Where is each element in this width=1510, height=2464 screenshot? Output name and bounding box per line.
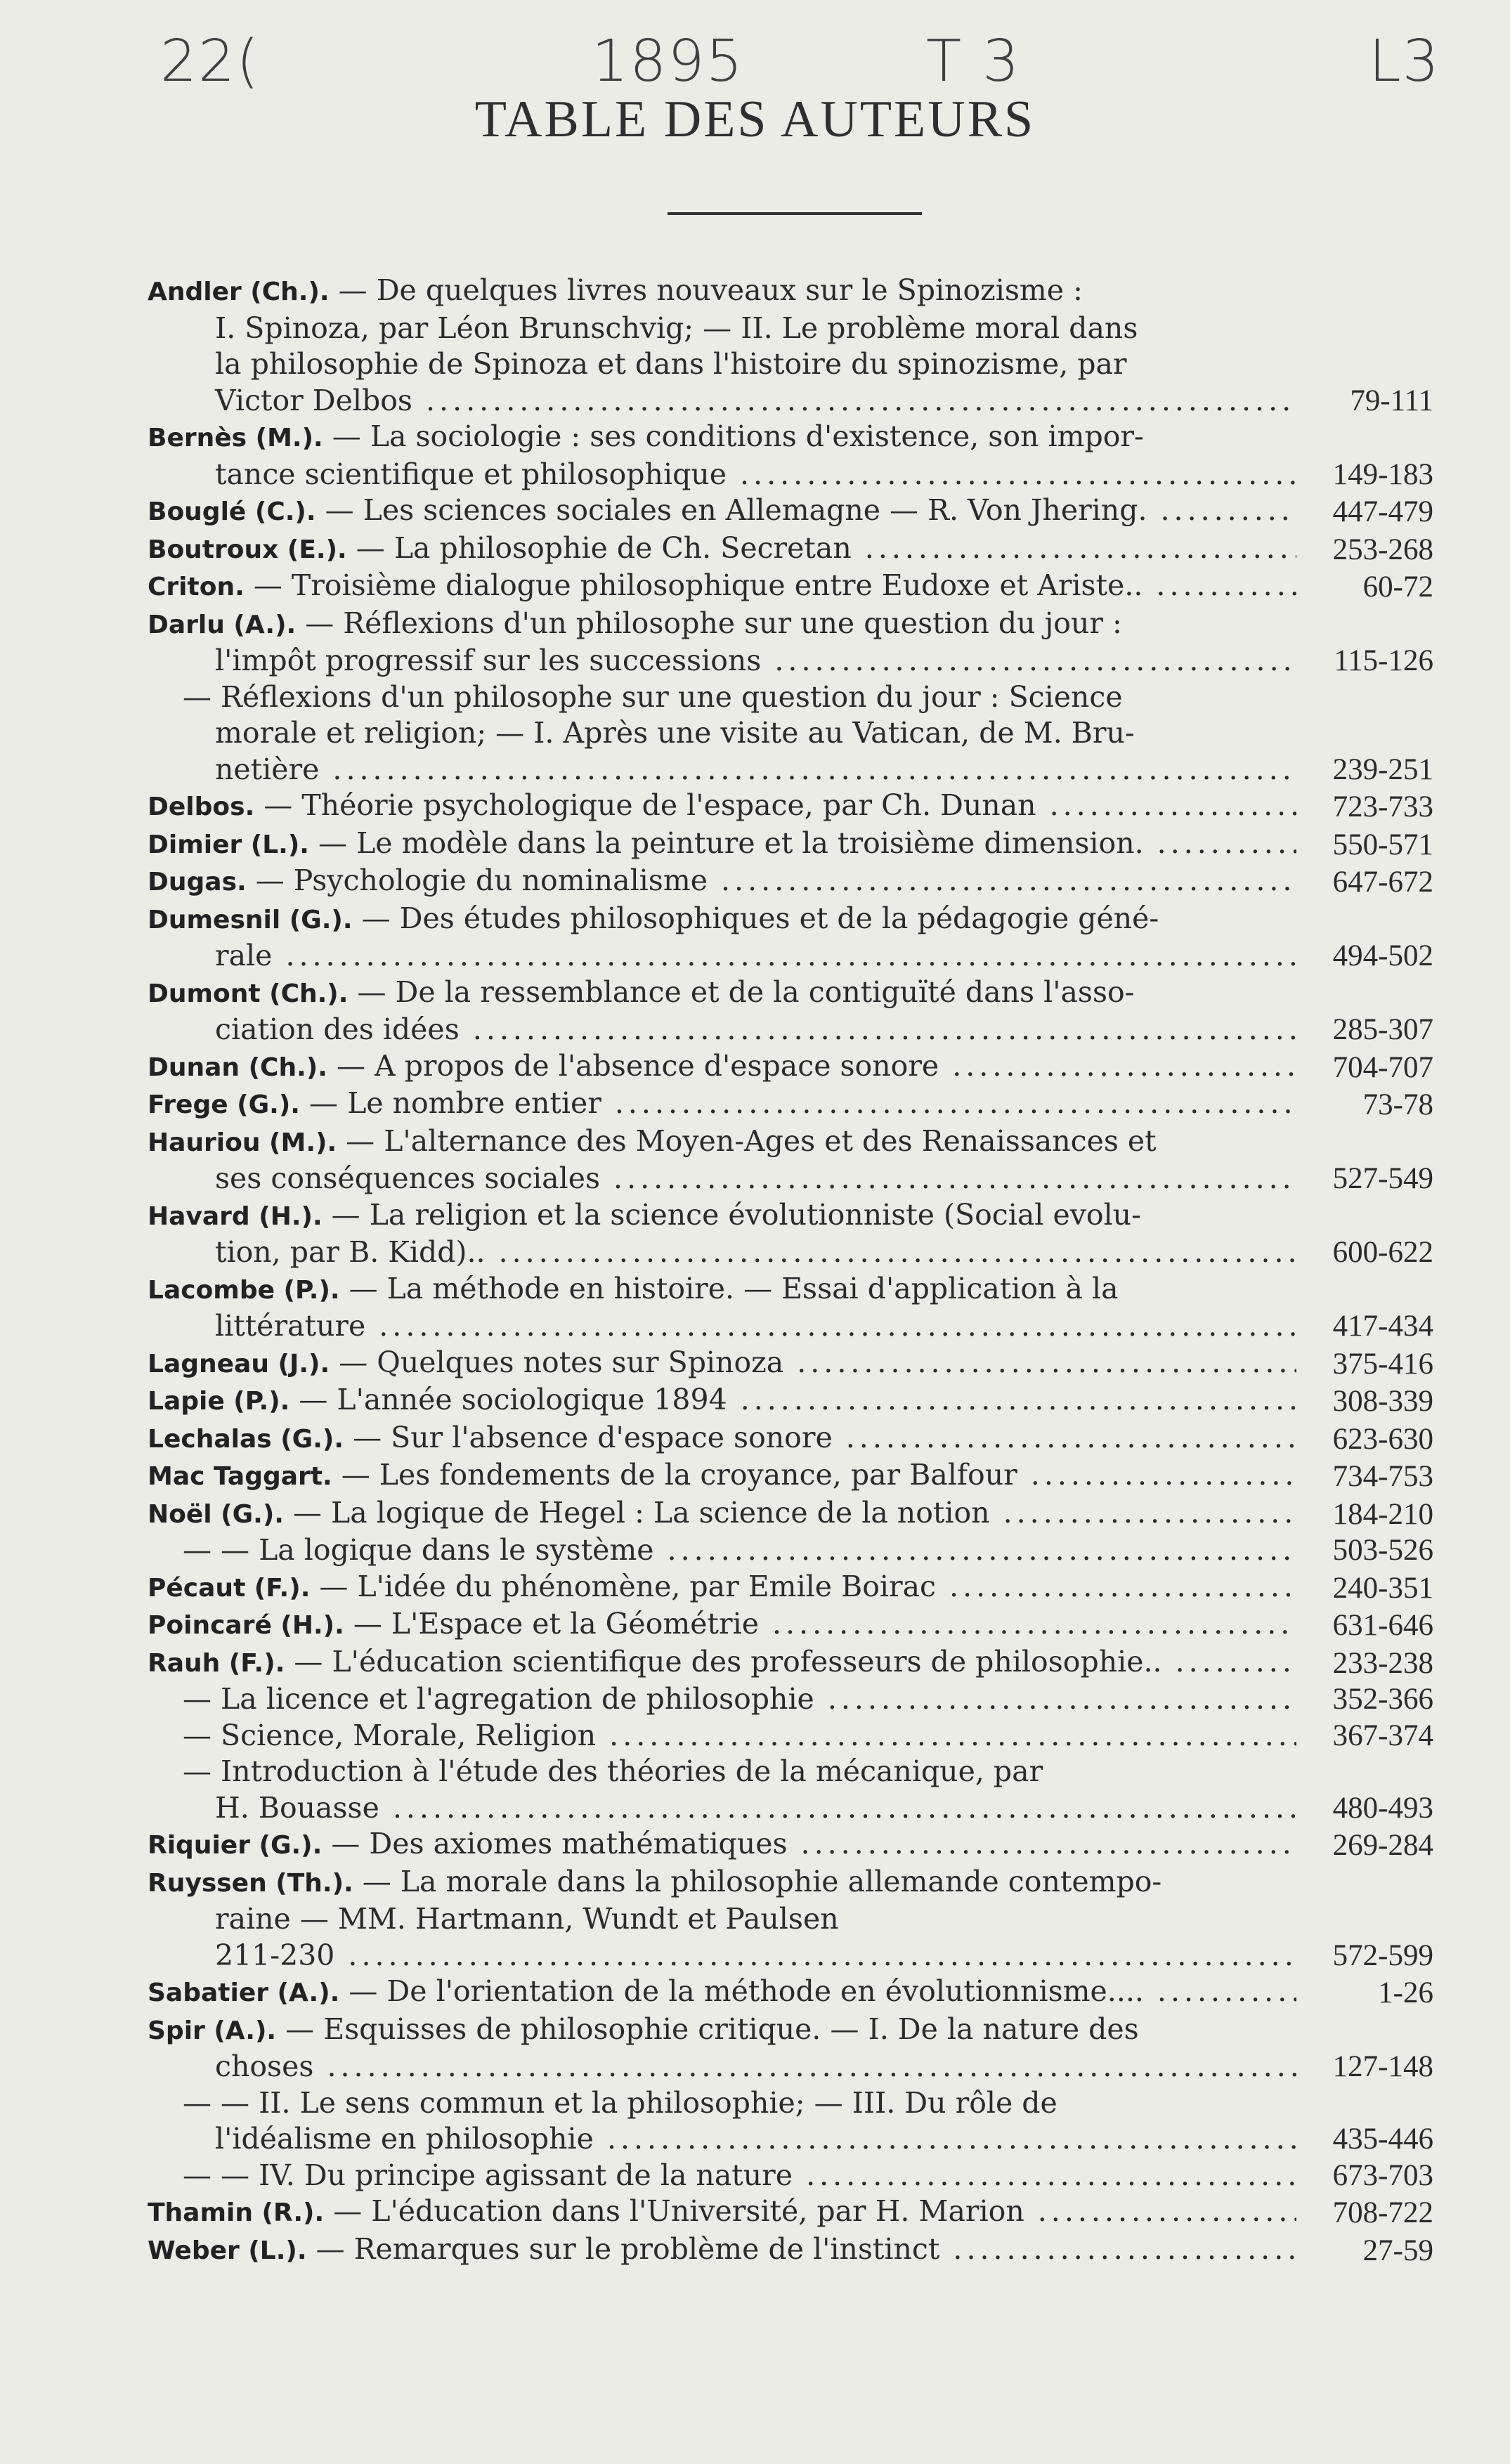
page-range: 435-446 (1332, 2123, 1433, 2156)
page-range: 79-111 (1350, 384, 1433, 417)
author-name: Lagneau (J.). (148, 1349, 330, 1378)
author-name: Frege (G.). (148, 1090, 300, 1119)
entry-line (148, 1718, 1296, 1754)
entry-text (148, 1826, 1296, 1864)
entry-line (148, 1345, 1296, 1383)
entry-title-text: raine — MM. Hartmann, Wundt et Paulsen (215, 1902, 839, 1936)
entry-title-text: — Remarques sur le problème de l'instinct (315, 2231, 940, 2266)
author-name: Dunan (Ch.). (148, 1052, 327, 1082)
entry-line (148, 974, 1296, 1012)
entry-line (148, 1681, 1296, 1718)
page-range: 673-703 (1332, 2158, 1433, 2192)
entry-line (148, 2231, 1296, 2269)
entry-title-text: — A propos de l'absence d'espace sonore (336, 1048, 939, 1083)
entry-line (148, 1234, 1296, 1271)
index-entry (148, 1457, 1433, 1495)
index-entry (148, 2231, 1433, 2269)
entry-line (148, 2121, 1296, 2158)
author-name: Bernès (M.). (148, 424, 323, 452)
index-entry (148, 273, 1433, 419)
index-entry (148, 1569, 1433, 1607)
index-entry (148, 1718, 1433, 1754)
entry-text (148, 863, 1296, 901)
entry-text (148, 273, 1296, 419)
page-range: 367-374 (1332, 1719, 1433, 1752)
page-range: 600-622 (1332, 1236, 1433, 1269)
entry-line (148, 493, 1296, 530)
page-range: 27-59 (1362, 2234, 1433, 2267)
entry-title-text: — Psychologie du nominalisme (255, 863, 708, 897)
entry-title-text: littérature (215, 1309, 366, 1343)
entry-line (148, 1161, 1296, 1197)
entry-text (148, 493, 1296, 530)
entry-title-text: — L'éducation scientifique des professeurs de philosophie.. (294, 1644, 1162, 1678)
page-range: 417-434 (1332, 1310, 1433, 1343)
entry-title-text: — L'année sociologique 1894 (299, 1383, 727, 1416)
entry-title-text: tion, par B. Kidd).. (215, 1235, 486, 1269)
entry-title-text: — Science, Morale, Religion (183, 1718, 597, 1752)
handwritten-note-left: 22( (160, 28, 261, 95)
author-name: Noël (G.). (148, 1499, 284, 1529)
page-range: 723-733 (1332, 790, 1433, 823)
entry-title-text: — Les sciences sociales en Allemagne — R. Von Jhering. (325, 493, 1147, 527)
author-name: Havard (H.). (148, 1201, 323, 1231)
entry-line (148, 273, 1296, 311)
entry-line (148, 311, 1296, 347)
entry-line (148, 1974, 1296, 2012)
author-name: Poincaré (H.). (148, 1611, 344, 1640)
index-entry (148, 493, 1433, 530)
entry-line (148, 2012, 1296, 2049)
author-name: Weber (L.). (148, 2236, 307, 2265)
index-entry (148, 826, 1433, 863)
index-entry (148, 1345, 1433, 1383)
entry-title-text: Victor Delbos (215, 383, 412, 417)
author-name: Boutroux (E.). (148, 535, 347, 564)
entry-line (148, 568, 1296, 606)
entry-title-text: — Troisième dialogue philosophique entre Eudoxe et Ariste.. (253, 568, 1143, 602)
entry-line (148, 1457, 1296, 1495)
author-name: Pécaut (F.). (148, 1573, 311, 1603)
entry-title-text: — L'idée du phénomène, par Emile Boirac (319, 1569, 937, 1603)
entry-line (148, 1569, 1296, 1607)
page-range: 708-722 (1332, 2196, 1433, 2229)
page-range: 73-78 (1362, 1088, 1433, 1121)
entry-title-text: l'idéalisme en philosophie (215, 2122, 594, 2156)
entry-title-text: — Introduction à l'étude des théories de la mécanique, par (183, 1754, 1043, 1788)
entry-line (148, 383, 1296, 419)
page-title: TABLE DES AUTEURS (474, 91, 1036, 148)
entry-text (148, 1271, 1296, 1345)
index-entry (148, 2012, 1433, 2085)
entry-line (148, 1754, 1296, 1790)
entry-title-text: — L'Espace et la Géométrie (353, 1607, 759, 1641)
page-range: 527-549 (1332, 1162, 1433, 1195)
handwritten-note-year: 1895 (592, 28, 744, 95)
entry-title-text: — Esquisses de philosophie critique. — I. De la nature des (285, 2012, 1139, 2046)
index-entry (148, 2158, 1433, 2194)
index-entry (148, 1644, 1433, 1682)
entry-title-text: morale et religion; — I. Après une visite au Vatican, de M. Bru- (215, 716, 1135, 750)
entry-title-text: — Le nombre entier (309, 1086, 601, 1120)
entry-line (148, 1938, 1296, 1974)
entry-line (148, 1826, 1296, 1864)
entry-text (148, 1197, 1296, 1271)
entry-line (148, 1532, 1296, 1569)
entry-line (148, 2194, 1296, 2231)
index-entry (148, 679, 1433, 788)
index-entry (148, 1864, 1433, 1974)
entry-title-text: — De l'orientation de la méthode en évolutionnisme.... (349, 1974, 1144, 2008)
entry-line (148, 715, 1296, 752)
entry-title-text: — La logique de Hegel : La science de la notion (293, 1495, 990, 1530)
page-range: 623-630 (1332, 1422, 1433, 1456)
entry-title-text: — — II. Le sens commun et la philosophie; — III. Du rôle de (183, 2085, 1057, 2120)
index-entry (148, 1606, 1433, 1644)
entry-line (148, 1790, 1296, 1827)
page-range: 269-284 (1332, 1829, 1433, 1862)
page-range: 60-72 (1362, 571, 1433, 604)
entry-text (148, 1974, 1296, 2012)
page-range: 480-493 (1332, 1791, 1433, 1825)
entry-text (148, 901, 1296, 974)
entry-title-text: ciation des idées (215, 1012, 460, 1046)
entry-title-text: H. Bouasse (215, 1790, 379, 1825)
page-range: 240-351 (1332, 1571, 1433, 1605)
entry-text (148, 1457, 1296, 1495)
entry-text (148, 1495, 1296, 1533)
entry-line (148, 1123, 1296, 1161)
author-name: Dumesnil (G.). (148, 905, 353, 934)
page-range: 149-183 (1332, 457, 1433, 491)
index-entry (148, 2194, 1433, 2231)
entry-line (148, 1495, 1296, 1533)
entry-line (148, 752, 1296, 788)
entry-text (148, 1754, 1296, 1826)
entry-line (148, 1382, 1296, 1420)
entry-text (148, 419, 1296, 493)
entry-text (148, 1681, 1296, 1718)
page-range: 352-366 (1332, 1683, 1433, 1716)
page-range: 184-210 (1332, 1497, 1433, 1531)
entry-title-text: — La sociologie : ses conditions d'existence, son impor- (332, 419, 1144, 453)
entry-title-text: ses conséquences sociales (215, 1161, 601, 1195)
entry-title-text: — — La logique dans le système (183, 1533, 654, 1567)
page-range: 447-479 (1332, 495, 1433, 528)
index-entry (148, 1754, 1433, 1826)
entry-line (148, 419, 1296, 457)
entry-title-text: — La religion et la science évolutionniste (Social evolu- (331, 1197, 1141, 1232)
entry-line (148, 1012, 1296, 1048)
entry-title-text: — Des études philosophiques et de la pédagogie géné- (361, 901, 1159, 935)
entry-title-text: — Réflexions d'un philosophe sur une question du jour : Science (183, 679, 1123, 714)
entry-title-text: rale (215, 939, 273, 972)
entry-title-text: — Le modèle dans la peinture et la troisième dimension. (318, 826, 1144, 860)
page-range: 115-126 (1334, 644, 1433, 677)
entry-text (148, 1048, 1296, 1086)
entry-title-text: — Les fondements de la croyance, par Balfour (341, 1458, 1017, 1492)
entry-text (148, 530, 1296, 568)
page-range: 239-251 (1332, 752, 1433, 786)
entry-text (148, 1086, 1296, 1123)
entry-line (148, 1606, 1296, 1644)
entry-line (148, 1086, 1296, 1123)
entry-title-text: — La méthode en histoire. — Essai d'application à la (349, 1271, 1119, 1305)
entry-title-text: — De quelques livres nouveaux sur le Spinozisme : (338, 273, 1083, 307)
entry-title-text: — La philosophie de Ch. Secretan (356, 530, 852, 565)
author-name: Sabatier (A.). (148, 1979, 340, 2007)
entry-title-text: — Des axiomes mathématiques (331, 1827, 788, 1860)
entry-title-text: — — IV. Du principe agissant de la nature (183, 2158, 793, 2192)
index-entry (148, 788, 1433, 826)
page-range: 1-26 (1378, 1976, 1433, 2009)
entry-text (148, 974, 1296, 1048)
author-name: Darlu (A.). (148, 610, 297, 639)
index-entry (148, 1826, 1433, 1864)
entry-line (148, 606, 1296, 644)
author-name: Bouglé (C.). (148, 497, 316, 526)
entry-title-text: 211-230 (215, 1938, 335, 1972)
entry-line (148, 1901, 1296, 1938)
index-entry (148, 1681, 1433, 1718)
author-name: Lapie (P.). (148, 1387, 290, 1416)
index-entry (148, 974, 1433, 1048)
entry-line (148, 346, 1296, 383)
index-entry (148, 1974, 1433, 2012)
page-range: 127-148 (1332, 2050, 1433, 2083)
index-entry (148, 1123, 1433, 1197)
entry-line (148, 1864, 1296, 1902)
author-name: Delbos. (148, 793, 255, 821)
author-name: Lechalas (G.). (148, 1424, 344, 1454)
author-name: Thamin (R.). (148, 2198, 325, 2227)
entry-line (148, 1644, 1296, 1682)
entry-line (148, 938, 1296, 974)
entry-text (148, 2194, 1296, 2231)
author-name: Rauh (F.). (148, 1648, 285, 1678)
entry-title-text: — L'éducation dans l'Université, par H. Marion (333, 2194, 1024, 2228)
index-entry (148, 1532, 1433, 1569)
author-name: Lacombe (P.). (148, 1275, 340, 1305)
author-name: Spir (A.). (148, 2016, 277, 2045)
entry-text (148, 2231, 1296, 2269)
entry-title-text: — Quelques notes sur Spinoza (339, 1345, 784, 1379)
handwritten-note-right: L3 (1369, 28, 1440, 95)
index-entry (148, 2085, 1433, 2158)
author-index-list (148, 273, 1433, 2269)
entry-text (148, 606, 1296, 679)
page-range: 704-707 (1332, 1050, 1433, 1084)
page-range: 308-339 (1332, 1385, 1433, 1418)
entry-title-text: l'impôt progressif sur les successions (215, 644, 762, 677)
entry-title-text: — Théorie psychologique de l'espace, par Ch. Dunan (263, 788, 1036, 822)
page-range: 494-502 (1332, 939, 1433, 972)
entry-text (148, 1864, 1296, 1974)
entry-title-text: — De la ressemblance et de la contiguïté dans l'asso- (357, 974, 1135, 1009)
author-name: Dimier (L.). (148, 830, 309, 859)
author-name: Ruyssen (Th.). (148, 1868, 353, 1898)
entry-line (148, 826, 1296, 863)
entry-text (148, 1420, 1296, 1458)
index-entry (148, 1271, 1433, 1345)
entry-title-text: I. Spinoza, par Léon Brunschvig; — II. Le problème moral dans (215, 311, 1138, 345)
entry-title-text: — L'alternance des Moyen-Ages et des Renaissances et (346, 1123, 1157, 1158)
entry-line (148, 643, 1296, 679)
page-range: 285-307 (1332, 1013, 1433, 1046)
handwritten-note-volume: T 3 (926, 28, 1021, 95)
title-rule (668, 212, 922, 215)
index-entry (148, 1048, 1433, 1086)
entry-line (148, 1197, 1296, 1235)
entry-text (148, 2012, 1296, 2085)
index-entry (148, 1382, 1433, 1420)
entry-title-text: tance scientifique et philosophique (215, 457, 727, 491)
entry-line (148, 788, 1296, 826)
page-range: 734-753 (1332, 1460, 1433, 1493)
entry-text (148, 1345, 1296, 1383)
index-entry (148, 1197, 1433, 1271)
entry-line (148, 1048, 1296, 1086)
index-entry (148, 419, 1433, 493)
entry-line (148, 2049, 1296, 2085)
entry-title-text: — Réflexions d'un philosophe sur une question du jour : (305, 606, 1122, 640)
entry-line (148, 901, 1296, 939)
entry-line (148, 2085, 1296, 2122)
index-entry (148, 1420, 1433, 1458)
entry-text (148, 1382, 1296, 1420)
entry-line (148, 1308, 1296, 1345)
entry-text (148, 2158, 1296, 2194)
entry-text (148, 1532, 1296, 1569)
page-range: 233-238 (1332, 1646, 1433, 1680)
page-range: 375-416 (1332, 1347, 1433, 1381)
entry-text (148, 2085, 1296, 2158)
index-entry (148, 606, 1433, 679)
entry-text (148, 568, 1296, 606)
entry-title-text: — La licence et l'agregation de philosophie (183, 1682, 814, 1716)
entry-line (148, 530, 1296, 568)
page-range: 550-571 (1332, 828, 1433, 861)
author-name: Mac Taggart. (148, 1462, 332, 1491)
index-entry (148, 568, 1433, 606)
page-range: 572-599 (1332, 1938, 1433, 1972)
entry-text (148, 679, 1296, 788)
entry-title-text: netière (215, 752, 320, 786)
index-entry (148, 1086, 1433, 1123)
entry-line (148, 1420, 1296, 1458)
index-entry (148, 530, 1433, 568)
entry-title-text: la philosophie de Spinoza et dans l'histoire du spinozisme, par (215, 347, 1127, 381)
entry-line (148, 457, 1296, 493)
entry-text (148, 1569, 1296, 1607)
page-range: 631-646 (1332, 1609, 1433, 1642)
entry-title-text: — La morale dans la philosophie allemande contempo- (362, 1864, 1162, 1898)
author-name: Andler (Ch.). (148, 278, 330, 306)
entry-line (148, 1271, 1296, 1309)
author-name: Dugas. (148, 868, 247, 897)
page-range: 647-672 (1332, 866, 1433, 899)
index-entry (148, 901, 1433, 974)
page-range: 503-526 (1332, 1534, 1433, 1567)
index-entry (148, 1495, 1433, 1533)
author-name: Riquier (G.). (148, 1831, 323, 1860)
entry-line (148, 679, 1296, 716)
author-name: Criton. (148, 573, 245, 601)
entry-text (148, 788, 1296, 826)
author-name: Dumont (Ch.). (148, 979, 349, 1008)
entry-title-text: — Sur l'absence d'espace sonore (353, 1420, 833, 1454)
entry-text (148, 1606, 1296, 1644)
entry-text (148, 1123, 1296, 1197)
entry-title-text: choses (215, 2049, 314, 2083)
entry-text (148, 1718, 1296, 1754)
index-entry (148, 863, 1433, 901)
entry-line (148, 863, 1296, 901)
entry-text (148, 1644, 1296, 1682)
entry-text (148, 826, 1296, 863)
page-range: 253-268 (1332, 533, 1433, 566)
entry-line (148, 2158, 1296, 2194)
author-name: Hauriou (M.). (148, 1128, 337, 1157)
